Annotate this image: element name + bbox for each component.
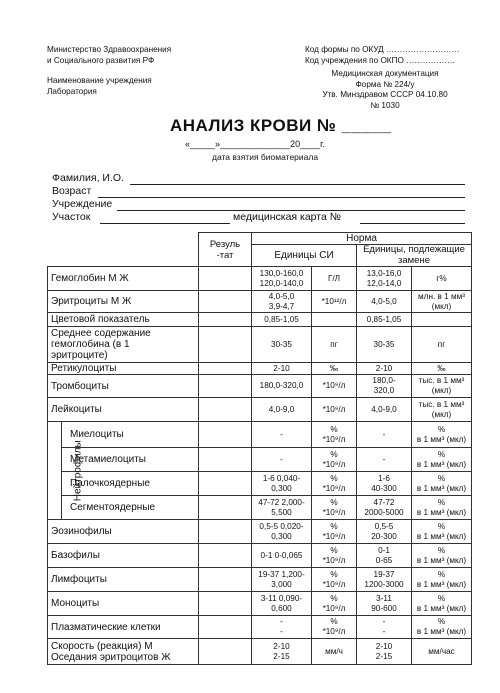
result-cell[interactable] <box>199 363 252 375</box>
table-row <box>48 267 472 291</box>
table-row <box>48 291 472 313</box>
table-row <box>48 448 472 472</box>
institution-field-label: Учреждение <box>52 198 113 210</box>
si-unit: % *10⁹/л <box>312 520 357 544</box>
si-value: 2-10 <box>252 363 312 375</box>
table-row <box>48 375 472 398</box>
row-name: Палочкоядерные <box>62 472 199 496</box>
si-value: 4,0-5,0 3,9-4,7 <box>252 291 312 313</box>
row-name: Цветовой показатель <box>48 313 199 327</box>
approved: Утв. Минздравом СССР 04.10.80 <box>322 90 448 99</box>
okpo-code: Код учреждения по ОКПО ……………… <box>305 55 456 65</box>
si-units-header: Единицы СИ <box>252 245 357 267</box>
si-unit: % *10⁹/л <box>312 616 357 639</box>
si-value: 47-72 2,000- 5,500 <box>252 496 312 520</box>
table-row <box>48 544 472 568</box>
old-unit: тыс. в 1 мм³ (мкл) <box>412 398 472 422</box>
si-unit: пг <box>312 327 357 363</box>
row-name: Ретикулоциты <box>48 363 199 375</box>
si-unit: % *10⁹/л <box>312 472 357 496</box>
si-value: 0,5-5 0,020- 0,300 <box>252 520 312 544</box>
table-row <box>48 398 472 422</box>
table-row <box>48 422 472 448</box>
si-unit: % *10⁹/л <box>312 448 357 472</box>
old-unit: ‰ <box>412 363 472 375</box>
row-name: Эозинофилы <box>48 520 199 544</box>
old-value: 19-37 1200-3000 <box>357 568 412 592</box>
result-cell[interactable] <box>199 448 252 472</box>
result-cell[interactable] <box>199 520 252 544</box>
row-name: Среднее содержание гемоглобина (в 1 эритроците) <box>48 327 199 363</box>
old-value: 1-6 40-300 <box>357 472 412 496</box>
result-cell[interactable] <box>199 592 252 616</box>
name-label: Фамилия, И.О. <box>52 172 124 184</box>
si-unit: мм/ч <box>312 639 357 665</box>
result-cell[interactable] <box>199 639 252 665</box>
old-unit: % в 1 мм³ (мкл) <box>412 496 472 520</box>
si-value: 180,0-320,0 <box>252 375 312 398</box>
old-value: - <box>357 448 412 472</box>
old-value: 0,85-1,05 <box>357 313 412 327</box>
si-value: 0-1 0-0,065 <box>252 544 312 568</box>
si-value: 19-37 1,200- 3,000 <box>252 568 312 592</box>
old-value: 13,0-16,0 12,0-14,0 <box>357 267 412 291</box>
neutrophils-group-label <box>48 422 84 520</box>
row-name: Лимфоциты <box>48 568 199 592</box>
old-value: - <box>357 422 412 448</box>
result-header: Резуль -тат <box>199 233 252 267</box>
si-unit: % *10⁹/л <box>312 592 357 616</box>
old-unit <box>412 313 472 327</box>
old-value: 47-72 2000-5000 <box>357 496 412 520</box>
row-name: Базофилы <box>48 544 199 568</box>
institution-label2: Лаборатория <box>47 86 97 96</box>
table-row <box>48 639 472 665</box>
table-row <box>48 472 472 496</box>
old-unit: % в 1 мм³ (мкл) <box>412 520 472 544</box>
old-value: 180,0- 320,0 <box>357 375 412 398</box>
si-unit: *10⁹/л <box>312 398 357 422</box>
age-line[interactable] <box>98 197 465 198</box>
ministry-line2: и Социального развития РФ <box>47 55 155 65</box>
result-cell[interactable] <box>199 568 252 592</box>
old-unit: % в 1 мм³ (мкл) <box>412 568 472 592</box>
result-cell[interactable] <box>199 544 252 568</box>
row-name: Плазматические клетки <box>48 616 199 639</box>
old-value: 3-11 90-600 <box>357 592 412 616</box>
old-value: 2-10 2-15 <box>357 639 412 665</box>
table-row <box>48 592 472 616</box>
date-line: «_____»______________20____г. <box>185 139 325 149</box>
si-unit: % *10⁹/л <box>312 496 357 520</box>
si-unit: Г/Л <box>312 267 357 291</box>
age-label: Возраст <box>52 185 92 197</box>
page-title: АНАЛИЗ КРОВИ № _____ <box>170 116 392 135</box>
old-unit: % в 1 мм³ (мкл) <box>412 448 472 472</box>
si-value: - <box>252 448 312 472</box>
si-unit: *10¹²/л <box>312 291 357 313</box>
codes-block <box>305 45 460 66</box>
row-name: Метамиелоциты <box>62 448 199 472</box>
si-value: 3-11 0,090- 0,600 <box>252 592 312 616</box>
si-value: - - <box>252 616 312 639</box>
row-name: Сегментоядерные <box>62 496 199 520</box>
section-label: Участок <box>52 211 91 223</box>
si-value: 30-35 <box>252 327 312 363</box>
med-doc: Медицинская документация <box>331 69 439 78</box>
si-value: 1-6 0,040- 0,300 <box>252 472 312 496</box>
table-row <box>48 568 472 592</box>
row-name: Лейкоциты <box>48 398 199 422</box>
norm-header: Норма <box>252 233 472 245</box>
old-unit: пг <box>412 327 472 363</box>
old-value: 4,0-9,0 <box>357 398 412 422</box>
ministry-block <box>47 45 171 97</box>
old-unit: г% <box>412 267 472 291</box>
si-unit: % *10⁹/л <box>312 544 357 568</box>
row-name: Эритроциты М Ж <box>48 291 199 313</box>
row-name: Моноциты <box>48 592 199 616</box>
neutrophils-label: Нейтрофилы <box>72 440 84 501</box>
result-cell[interactable] <box>199 327 252 363</box>
si-unit: ‰ <box>312 363 357 375</box>
row-name: Миелоциты <box>62 422 199 448</box>
old-value: 4,0-5,0 <box>357 291 412 313</box>
section-line[interactable] <box>100 223 230 224</box>
si-value: 0,85-1,05 <box>252 313 312 327</box>
old-unit: мм/час <box>412 639 472 665</box>
si-value: 2-10 2-15 <box>252 639 312 665</box>
okud-code: Код формы по ОКУД ……………………… <box>305 45 460 54</box>
result-cell[interactable] <box>199 472 252 496</box>
blood-test-table <box>47 232 472 665</box>
row-name: Гемоглобин М Ж <box>48 267 199 291</box>
old-unit: % в 1 мм³ (мкл) <box>412 592 472 616</box>
si-unit: *10⁹/л <box>312 375 357 398</box>
old-units-header: Единицы, подлежащие замене <box>357 245 472 267</box>
old-value: 30-35 <box>357 327 412 363</box>
si-unit <box>312 313 357 327</box>
si-unit: % *10⁹/л <box>312 422 357 448</box>
result-cell[interactable] <box>199 616 252 639</box>
si-unit: % *10⁹/л <box>312 568 357 592</box>
old-unit: млн. в 1 мм³ (мкл) <box>412 291 472 313</box>
si-value: 4,0-9,0 <box>252 398 312 422</box>
table-row <box>48 363 472 375</box>
old-value: - - <box>357 616 412 639</box>
result-cell[interactable] <box>199 291 252 313</box>
si-value: - <box>252 422 312 448</box>
result-cell[interactable] <box>199 422 252 448</box>
med-doc-block <box>300 69 470 111</box>
si-value: 130,0-160,0 120,0-140,0 <box>252 267 312 291</box>
result-cell[interactable] <box>199 496 252 520</box>
old-unit: тыс. в 1 мм³ (мкл) <box>412 375 472 398</box>
result-cell[interactable] <box>199 267 252 291</box>
table-row <box>48 496 472 520</box>
header-empty <box>48 233 199 267</box>
med-card-line[interactable] <box>360 223 465 224</box>
table-row <box>48 520 472 544</box>
old-value: 0,5-5 20-300 <box>357 520 412 544</box>
date-caption: дата взятия биоматериала <box>212 152 319 162</box>
name-line[interactable] <box>130 184 465 185</box>
old-unit: % в 1 мм³ (мкл) <box>412 472 472 496</box>
old-value: 2-10 <box>357 363 412 375</box>
table-row <box>48 313 472 327</box>
result-cell[interactable] <box>199 398 252 422</box>
table-row <box>48 616 472 639</box>
old-unit: % в 1 мм³ (мкл) <box>412 616 472 639</box>
ministry-line1: Министерство Здравоохранения <box>47 45 172 54</box>
result-cell[interactable] <box>199 313 252 327</box>
med-card-label: медицинская карта № <box>233 211 341 223</box>
old-value: 0-1 0-65 <box>357 544 412 568</box>
row-name: Тромбоциты <box>48 375 199 398</box>
old-unit: % в 1 мм³ (мкл) <box>412 422 472 448</box>
order-no: № 1030 <box>370 100 400 110</box>
row-name: Скорость (реакция) М Оседания эритроцитов Ж <box>48 639 199 665</box>
institution-label1: Наименование учреждения <box>47 76 152 85</box>
form-no: Форма № 224/у <box>355 79 415 89</box>
table-row <box>48 327 472 363</box>
result-cell[interactable] <box>199 375 252 398</box>
old-unit: % в 1 мм³ (мкл) <box>412 544 472 568</box>
